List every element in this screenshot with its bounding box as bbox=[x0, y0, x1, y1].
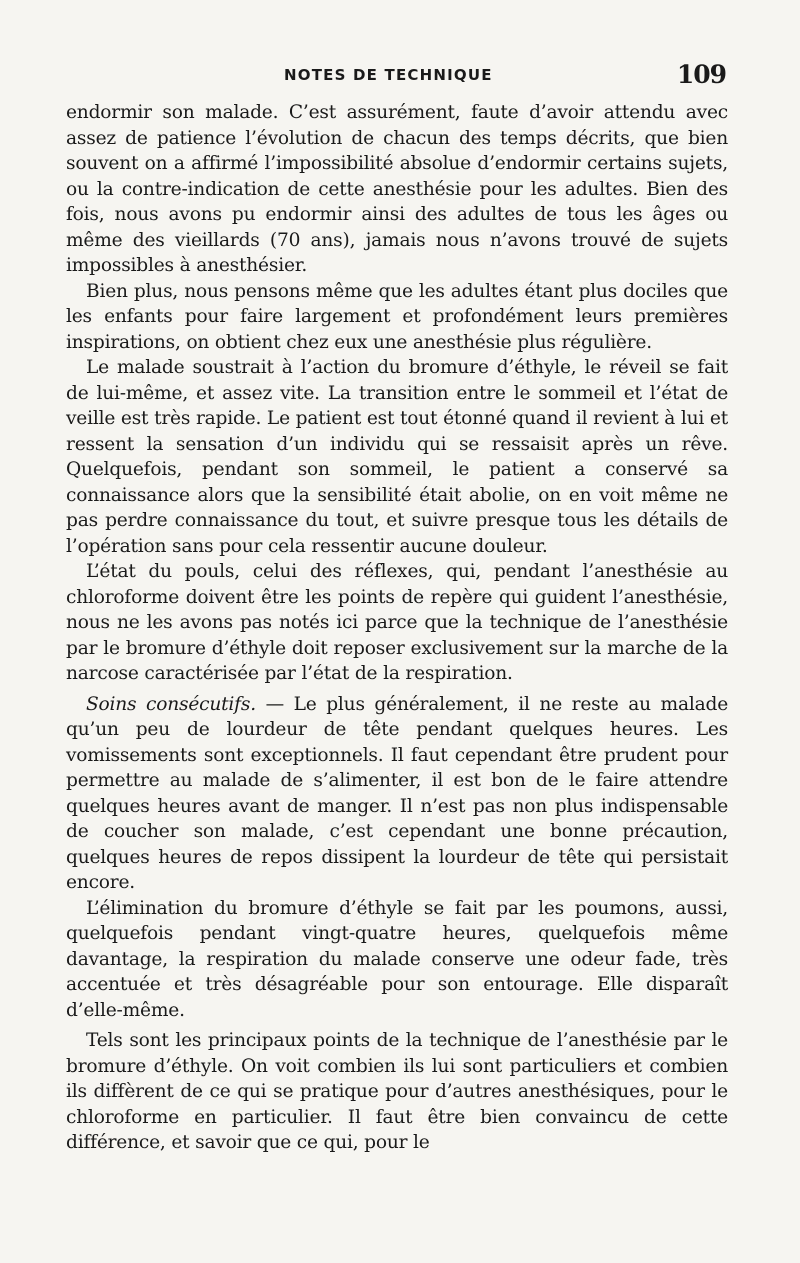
body-text bbox=[66, 100, 728, 1156]
paragraph-6: L’élimination du bromure d’éthyle se fait par les poumons, aussi, quelquefois pendant vingt-quatre heures, quelquefois même davantage, la respiration du malade conserve une odeur fade, très accentuée et très désagréable pour son entourage. Elle disparaît d’elle-même. bbox=[66, 897, 728, 1021]
page-number: 109 bbox=[676, 60, 726, 89]
paragraph-5-text: — Le plus généralement, il ne reste au malade qu’un peu de lourdeur de tête pendant quelques heures. Les vomissements sont exceptionnels. Il faut cependant être prudent pour permettre au malade de s’alimenter, il est bon de le faire attendre quelques heures avant de manger. Il n’est pas non plus indispensable de coucher son malade, c’est cependant une bonne précaution, quelques heures de repos dissipent la lourdeur de tête qui persistait encore. bbox=[66, 693, 728, 893]
page-header bbox=[66, 62, 726, 92]
paragraph-1: endormir son malade. C’est assurément, faute d’avoir attendu avec assez de patience l’évolution de chacun des temps décrits, que bien souvent on a affirmé l’impossibilité absolue d’endormir certains sujets, ou la contre-indication de cette anesthésie pour les adultes. Bien des fois, nous avons pu endormir ainsi des adultes de tous les âges ou même des vieillards (70 ans), jamais nous n’avons trouvé de sujets impossibles à anesthésier. bbox=[66, 102, 728, 276]
section-heading-soins: Soins consécutifs. bbox=[86, 693, 256, 715]
paragraph-4: L’état du pouls, celui des réflexes, qui, pendant l’anesthésie au chloroforme doivent être les points de repère qui guident l’anesthésie, nous ne les avons pas notés ici parce que la technique de l’anesthésie par le bromure d’éthyle doit reposer exclusivement sur la marche de la narcose caractérisée par l’état de la respiration. bbox=[66, 561, 728, 684]
paragraph-5 bbox=[66, 692, 728, 896]
paragraph-3: Le malade soustrait à l’action du bromure d’éthyle, le réveil se fait de lui-même, et assez vite. La transition entre le sommeil et l’état de veille est très rapide. Le patient est tout étonné quand il revient à lui et ressent la sensation d’un individu qui se ressaisit après un rêve. Quelquefois, pendant son sommeil, le patient a conservé sa connaissance alors que la sensibilité était abolie, on en voit même ne pas perdre connaissance du tout, et suivre presque tous les détails de l’opération sans pour cela ressentir aucune douleur. bbox=[66, 357, 728, 557]
running-title: NOTES DE TECHNIQUE bbox=[284, 66, 493, 84]
paragraph-2: Bien plus, nous pensons même que les adultes étant plus dociles que les enfants pour faire largement et profondément leurs premières inspirations, on obtient chez eux une anesthésie plus régulière. bbox=[66, 280, 728, 353]
paragraph-7: Tels sont les principaux points de la technique de l’anesthésie par le bromure d’éthyle. On voit combien ils lui sont particuliers et combien ils diffèrent de ce qui se pratique pour d’autres anesthésiques, pour le chloroforme en particulier. Il faut être bien convaincu de cette différence, et savoir que ce qui, pour le bbox=[66, 1030, 728, 1153]
